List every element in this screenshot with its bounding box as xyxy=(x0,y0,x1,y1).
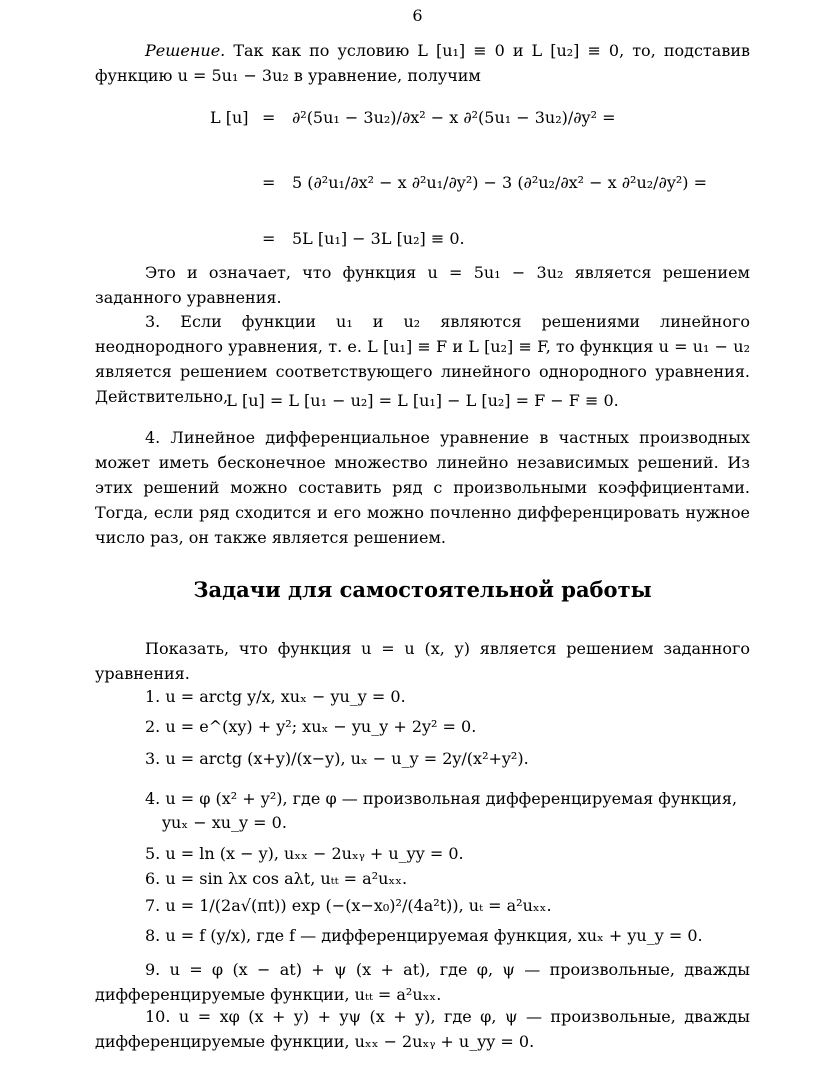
item-3-paragraph: 3. Если функции u₁ и u₂ являются решениями линейного неоднородного уравнения, т. е. L [u₁] ≡ F и L [u₂] ≡ F, то функция u = u₁ − u₂ является решением соответствующего линейного однородного уравнения. Действительно, xyxy=(95,312,750,406)
problem-2: 2. u = e^(xy) + y²; xuₓ − yu_y + 2y² = 0. xyxy=(145,717,477,736)
equation-rel-2: = xyxy=(262,173,276,192)
item-4-paragraph: 4. Линейное дифференциальное уравнение в частных производных может иметь бесконечное множество линейно независимых решений. Из этих решений можно составить ряд с произвольными коэффициентами. Тогда, если ряд сходится и его можно почленно дифференцировать нужное число раз, он также является решением. xyxy=(95,428,750,547)
problem-8: 8. u = f (y/x), где f — дифференцируемая функция, xuₓ + yu_y = 0. xyxy=(145,926,703,945)
problem-4-continuation: yuₓ − xu_y = 0. xyxy=(162,813,287,832)
equation-line-1: ∂²(5u₁ − 3u₂)/∂x² − x ∂²(5u₁ − 3u₂)/∂y² = xyxy=(292,108,616,127)
solution-paragraph xyxy=(95,38,750,88)
solution-label: Решение. xyxy=(145,41,226,60)
solution-text: Так как по условию L [u₁] ≡ 0 и L [u₂] ≡ 0, то, подставив функцию u = 5u₁ − 3u₂ в уравнение, получим xyxy=(95,41,750,85)
equation-rel: = xyxy=(262,108,276,127)
problem-3: 3. u = arctg (x+y)/(x−y), uₓ − u_y = 2y/(x²+y²). xyxy=(145,749,529,768)
problem-10: 10. u = xφ (x + y) + yψ (x + y), где φ, ψ — произвольные, дважды дифференцируемые функции, uₓₓ − 2uₓᵧ + u_yy = 0. xyxy=(95,1007,750,1051)
problem-9: 9. u = φ (x − at) + ψ (x + at), где φ, ψ — произвольные, дважды дифференцируемые функции, uₜₜ = a²uₓₓ. xyxy=(95,960,750,1004)
problem-7: 7. u = 1/(2a√(πt)) exp (−(x−x₀)²/(4a²t)), uₜ = a²uₓₓ. xyxy=(145,896,552,915)
problem-6: 6. u = sin λx cos aλt, uₜₜ = a²uₓₓ. xyxy=(145,869,408,888)
equation-rel-3: = xyxy=(262,229,276,248)
problems-intro: Показать, что функция u = u (x, y) является решением заданного уравнения. xyxy=(95,639,750,683)
equation-line-3: 5L [u₁] − 3L [u₂] ≡ 0. xyxy=(292,229,465,248)
conclusion-paragraph: Это и означает, что функция u = 5u₁ − 3u₂ является решением заданного уравнения. xyxy=(95,263,750,307)
problem-4: 4. u = φ (x² + y²), где φ — произвольная дифференцируемая функция, xyxy=(145,789,738,808)
section-title: Задачи для самостоятельной работы xyxy=(193,577,652,602)
item-3-equation: L [u] = L [u₁ − u₂] = L [u₁] − L [u₂] = F − F ≡ 0. xyxy=(226,391,619,410)
problem-5: 5. u = ln (x − y), uₓₓ − 2uₓᵧ + u_yy = 0. xyxy=(145,844,464,863)
equation-lhs: L [u] xyxy=(210,108,249,127)
equation-line-2: 5 (∂²u₁/∂x² − x ∂²u₁/∂y²) − 3 (∂²u₂/∂x² − x ∂²u₂/∂y²) = xyxy=(292,173,708,192)
page-number: 6 xyxy=(412,6,423,25)
problem-1: 1. u = arctg y/x, xuₓ − yu_y = 0. xyxy=(145,687,406,706)
